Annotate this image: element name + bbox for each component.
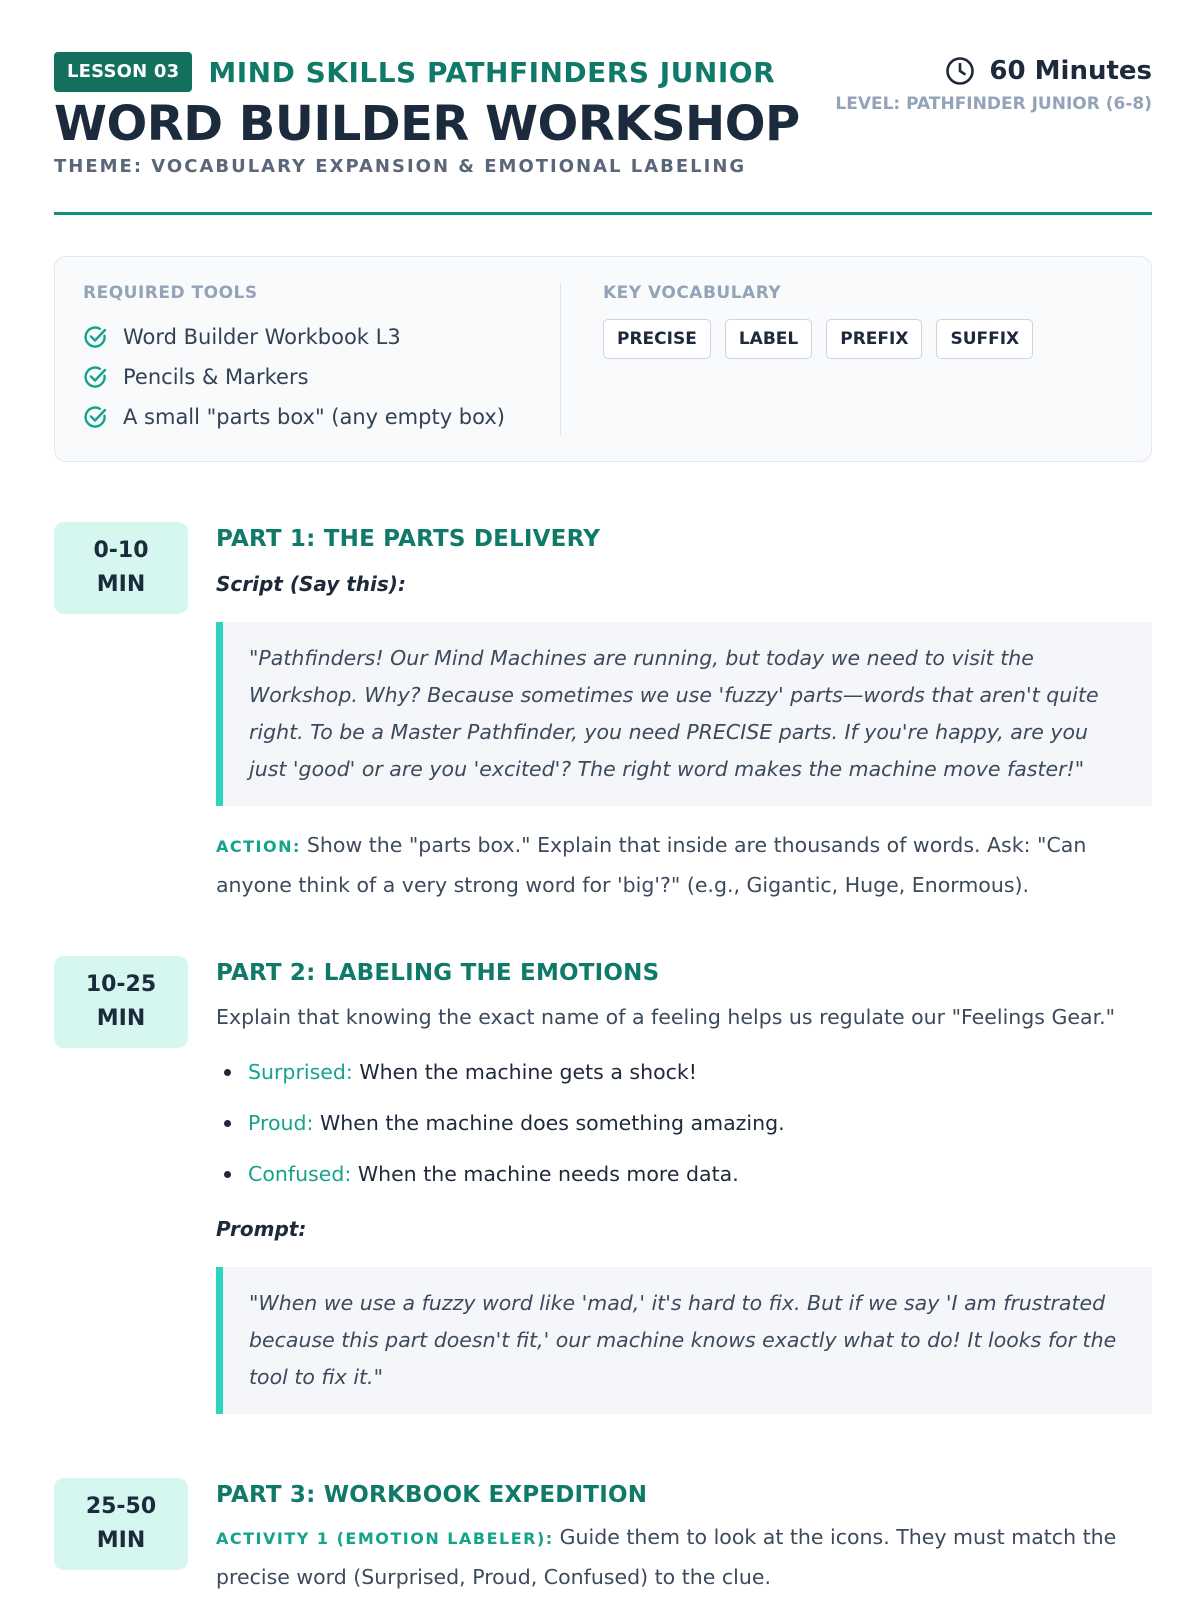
time-box [54,1478,188,1570]
section-intro: Explain that knowing the exact name of a feeling helps us regulate our "Feelings Gear." [216,1005,1116,1029]
page-title: WORD BUILDER WORKSHOP [54,96,800,152]
emotion-list [216,1052,1152,1205]
time-range: 0-10 [93,538,149,563]
action-text: Show the "parts box." Explain that inside are thousands of words. Ask: "Can anyone think of a very strong word for 'big'?" (e.g., Gigantic, Huge, Enormous). [216,833,1087,897]
emotion-desc: When the machine does something amazing. [319,1111,785,1135]
tool-item [83,357,553,397]
lesson-badge: LESSON 03 [54,52,192,92]
list-item [216,1052,1152,1103]
action-label: ACTION: [216,837,301,856]
key-vocabulary [603,283,1047,359]
vocab-tag: LABEL [725,319,812,359]
tool-item-label: A small "parts box" (any empty box) [123,405,505,429]
divider [560,283,561,435]
vocab-tags [603,319,1047,359]
materials-box [54,256,1152,462]
clock-icon [945,56,975,86]
section-title: PART 2: LABELING THE EMOTIONS [216,960,660,986]
vocab-tag: PREFIX [826,319,922,359]
required-tools [83,283,553,437]
series-title: MIND SKILLS PATHFINDERS JUNIOR [208,55,776,89]
tool-item-label: Word Builder Workbook L3 [123,325,401,349]
activity-label: ACTIVITY 1 (EMOTION LABELER): [216,1529,554,1548]
section-content [216,1478,1152,1596]
emotion-name: Surprised: [248,1060,353,1084]
duration [835,56,1152,86]
level-text: LEVEL: PATHFINDER JUNIOR (6-8) [835,94,1152,114]
prompt-quote: "When we use a fuzzy word like 'mad,' it's hard to fix. But if we say 'I am frustrated because this part doesn't fit,' our machine knows exactly what to do! It looks for the tool to fix it." [216,1267,1152,1414]
emotion-name: Confused: [248,1162,352,1186]
action-paragraph [216,826,1152,904]
lesson-row [54,52,800,92]
vocab-tag: SUFFIX [936,319,1033,359]
emotion-desc: When the machine needs more data. [357,1162,739,1186]
time-unit: MIN [96,1006,146,1031]
prompt-label: Prompt: [216,1217,307,1241]
theme-line: THEME: VOCABULARY EXPANSION & EMOTIONAL LABELING [54,156,747,177]
script-quote: "Pathfinders! Our Mind Machines are running, but today we need to visit the Workshop. Why? Because sometimes we use 'fuzzy' parts—words that aren't quite right. To be a Master Pathfinder, you need PRECISE parts. If you're happy, are you just 'good' or are you 'excited'? The right word makes the machine move faster!" [216,622,1152,806]
duration-text: 60 Minutes [989,56,1152,86]
time-unit: MIN [96,1528,146,1553]
lesson-header [54,52,1152,215]
list-item [216,1154,1152,1205]
required-tools-label: REQUIRED TOOLS [83,283,258,303]
activity-text: Guide them to look at the icons. They must match the precise word (Surprised, Proud, Confused) to the clue. [216,1525,1117,1589]
time-range: 25-50 [85,1494,157,1519]
section-title: PART 1: THE PARTS DELIVERY [216,526,601,552]
time-unit: MIN [96,572,146,597]
check-circle-icon [83,324,109,350]
section-title: PART 3: WORKBOOK EXPEDITION [216,1482,648,1508]
tool-item [83,317,553,357]
vocab-tag: PRECISE [603,319,711,359]
key-vocabulary-label: KEY VOCABULARY [603,283,782,303]
activity-paragraph [216,1518,1152,1596]
time-range: 10-25 [85,972,157,997]
section-content [216,956,1152,1414]
time-box [54,522,188,614]
tool-item [83,397,553,437]
header-left [54,52,800,177]
check-circle-icon [83,364,109,390]
emotion-desc: When the machine gets a shock! [359,1060,697,1084]
section-content [216,522,1152,904]
header-right [835,56,1152,114]
list-item [216,1103,1152,1154]
emotion-name: Proud: [248,1111,314,1135]
tool-item-label: Pencils & Markers [123,365,309,389]
time-box [54,956,188,1048]
check-circle-icon [83,404,109,430]
script-label: Script (Say this): [216,572,406,596]
tools-list [83,317,553,437]
